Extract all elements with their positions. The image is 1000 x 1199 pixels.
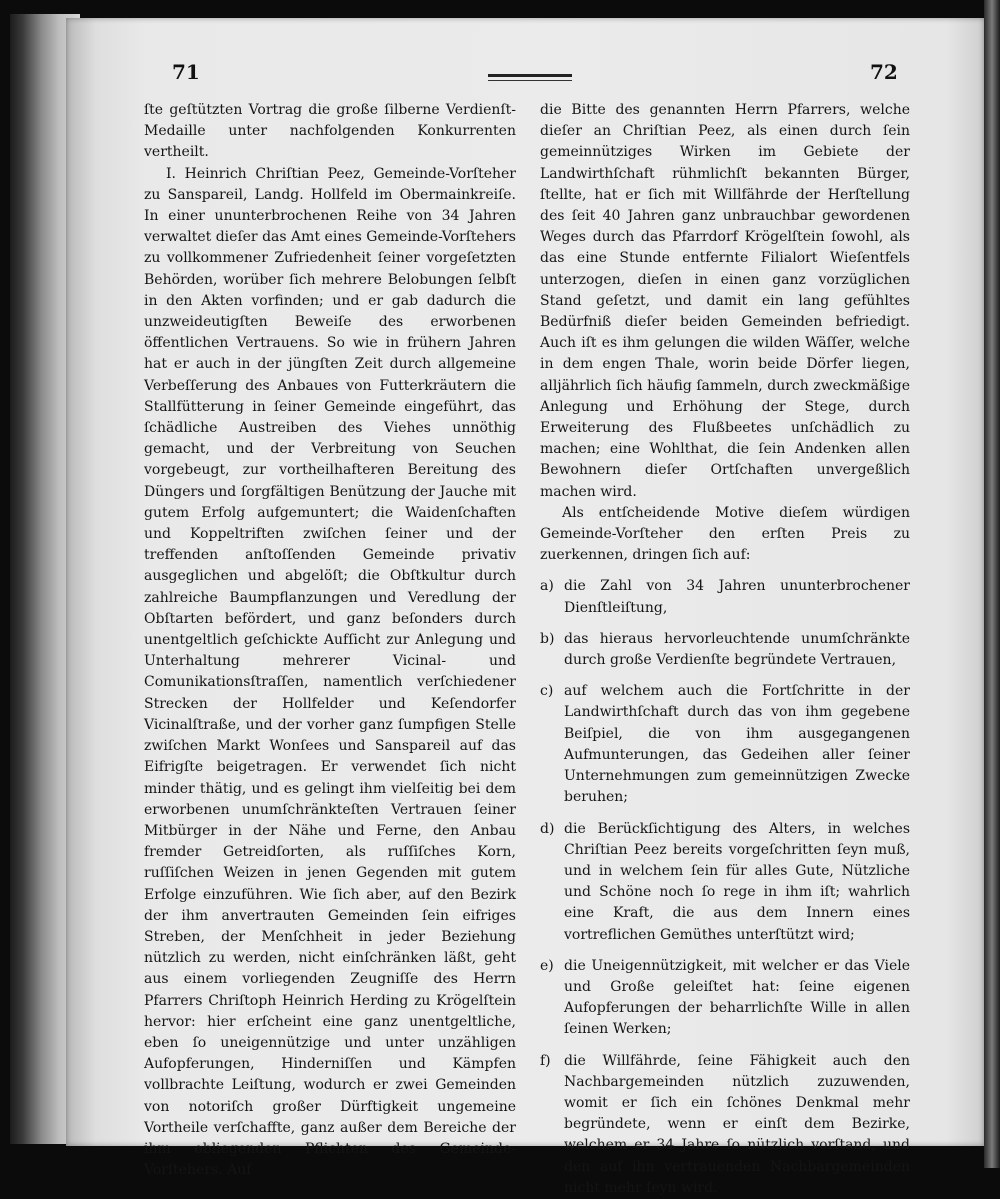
paragraph: Als entſcheidende Motive dieſem würdigen Gemeinde-Vorſteher den erſten Preis zu zuerkennen, dringen ſich auf: — [540, 504, 910, 564]
spacer — [540, 946, 910, 956]
list-item-label: d) — [540, 820, 555, 837]
list-item-label: c) — [540, 683, 554, 700]
list-item — [540, 956, 910, 1041]
list-item-label: b) — [540, 630, 555, 647]
list-item-text: die Berückſichtigung des Alters, in welches Chriſtian Peez bereits vorgeſchritten ſeyn muß, und in welchem ſein für alles Gute, Nützliche und Schöne noch ſo rege in ihm iſt; wahrlich eine Kraft, die aus dem Innern eines vortreflichen Gemüthes unterſtützt wird; — [564, 820, 910, 943]
list-item — [540, 1051, 910, 1199]
page-edge — [984, 0, 1000, 1168]
page-number-left: 71 — [172, 60, 200, 84]
spacer — [540, 566, 910, 576]
list-item-label: a) — [540, 578, 554, 595]
list-item-text: die Uneigennützigkeit, mit welcher er das Viele und Große geleiſtet hat: ſeine eigenen Aufopferungen der beharrlichſte Wille in allen ſeinen Werken; — [564, 957, 910, 1038]
page-number-right: 72 — [870, 60, 898, 84]
left-column — [144, 100, 516, 1181]
spacer — [540, 809, 910, 819]
list-item — [540, 576, 910, 618]
list-item — [540, 629, 910, 671]
list-item — [540, 819, 910, 946]
header-rule — [488, 74, 572, 77]
paragraph: die Bitte des genannten Herrn Pfarrers, welche dieſer an Chriſtian Peez, als einen durch ſein gemeinnütziges Wirken im Gebiete der Landwirthſchaft rühmlichſt bekannten Bürger, ſtellte, hat er ſich mit Willfährde der Herſtellung des ſeit 40 Jahren ganz unbrauchbar gewordenen Weges durch das Pfarrdorf Krögelſtein ſowohl, als das eine Stunde entfernte Filialort Wieſentfels unterzogen, dieſen in einen ganz vorzüglichen Stand geſetzt, und damit ein lang gefühltes Bedürfniß dieſer beiden Gemeinden befriedigt. Auch iſt es ihm gelungen die wilden Wäſſer, welche in dem engen Thale, worin beide Dörfer liegen, alljährlich ſich häufig ſammeln, durch zweckmäßige Anlegung und Erhöhung der Stege, durch Erweiterung des Flußbeetes unſchädlich zu machen; eine Wohlthat, die ſein Andenken allen Bewohnern dieſer Ortſchaften unvergeßlich machen wird. — [540, 102, 910, 500]
paragraph: I. Heinrich Chriſtian Peez, Gemeinde-Vorſteher zu Sanspareil, Landg. Hollfeld im Obermainkreiſe. In einer ununterbrochenen Reihe von 34 Jahren verwaltet dieſer das Amt eines Gemeinde-Vorſtehers zu vollkommener Zufriedenheit ſeiner vorgeſetzten Behörden, worüber ſich mehrere Belobungen ſelbſt in den Akten vorfinden; und er gab dadurch die unzweideutigſten Beweiſe des erworbenen öffentlichen Vertrauens. So wie in frühern Jahren hat er auch in der jüngſten Zeit durch allgemeine Verbeſſerung des Anbaues von Futterkräutern die Stallfütterung in ſeiner Gemeinde eingeführt, das ſchädliche Austreiben des Viehes unnöthig gemacht, und der Verbreitung von Seuchen vorgebeugt, zur vortheilhafteren Bereitung des Düngers und ſorgfältigen Benützung der Jauche mit gutem Erfolg aufgemuntert; die Waidenſchaften und Koppeltriften zwiſchen ſeiner und der treffenden anſtoſſenden Gemeinde privativ ausgeglichen und abgelöſt; die Obſtkultur durch zahlreiche Baumpflanzungen und Veredlung der Obſtarten befördert, und ganz beſonders durch unentgeltlich geſchickte Aufſicht zur Anlegung und Unterhaltung mehrerer Vicinal- und Comunikationsſtraſſen, namentlich verſchiedener Strecken der Hollfelder und Keſendorfer Vicinalſtraße, und der vorher ganz ſumpfigen Stelle zwiſchen Markt Wonſees und Sanspareil auf das Eifrigſte beigetragen. Er verwendet ſich nicht minder thätig, und es gelingt ihm vielſeitig bei dem erworbenen unumſchränkteſten Vertrauen ſeiner Mitbürger in der Nähe und Ferne, den Anbau fremder Getreidſorten, als ruſſiſches Korn, ruſſiſchen Weizen in jenen Gegenden mit gutem Erfolge einzuführen. Wie ſich aber, auf den Bezirk der ihm anvertrauten Gemeinden ſein eifriges Streben, der Menſchheit in jeder Beziehung nützlich zu werden, nicht einſchränken läßt, geht aus einem vorliegenden Zeugniſſe des Herrn Pfarrers Chriſtoph Heinrich Herding zu Krögelſtein hervor: hier erſcheint eine ganz unentgeltliche, eben ſo uneigennützige und unter unzähligen Aufopferungen, Hinderniſſen und Kämpfen vollbrachte Leiſtung, wodurch er zwei Gemeinden von notoriſch großer Dürftigkeit ungemeine Vortheile verſchaffte, ganz außer dem Bereiche der ihm obliegenden Pflichten des Gemeinde-Vorſtehers. Auf — [144, 165, 516, 1179]
list-item-label: e) — [540, 957, 554, 974]
list-item-label: f) — [540, 1052, 551, 1069]
list-item-text: das hieraus hervorleuchtende unumſchränkte durch große Verdienſte begründete Vertrauen, — [564, 630, 910, 669]
paragraph: ſte geſtützten Vortrag die große ſilberne Verdienſt-Medaille unter nachfolgenden Konkurrenten vertheilt. — [144, 102, 516, 161]
right-column — [540, 100, 910, 1199]
list-item-text: die Zahl von 34 Jahren ununterbrochener Dienſtleiſtung, — [564, 578, 910, 616]
spacer — [540, 671, 910, 681]
list-item-text: die Willfährde, ſeine Fähigkeit auch den Nachbargemeinden nützlich zuzuwenden, womit er ſich ein ſchönes Denkmal mehr begründete, wenn er einſt dem Bezirke, welchem er 34 Jahre ſo nützlich vorſtand, und den auf ihn vertrauenden Nachbargemeinden nicht mehr ſeyn wird. — [564, 1052, 910, 1196]
list-item-text: auf welchem auch die Fortſchritte in der Landwirthſchaft durch das von ihm gegebene Beiſpiel, die von ihm ausgegangenen Aufmunterungen, das Gedeihen aller ſeiner Unternehmungen zum gemeinnützigen Zwecke beruhen; — [564, 683, 910, 806]
spacer — [540, 1041, 910, 1051]
spacer — [540, 619, 910, 629]
list-item — [540, 681, 910, 808]
